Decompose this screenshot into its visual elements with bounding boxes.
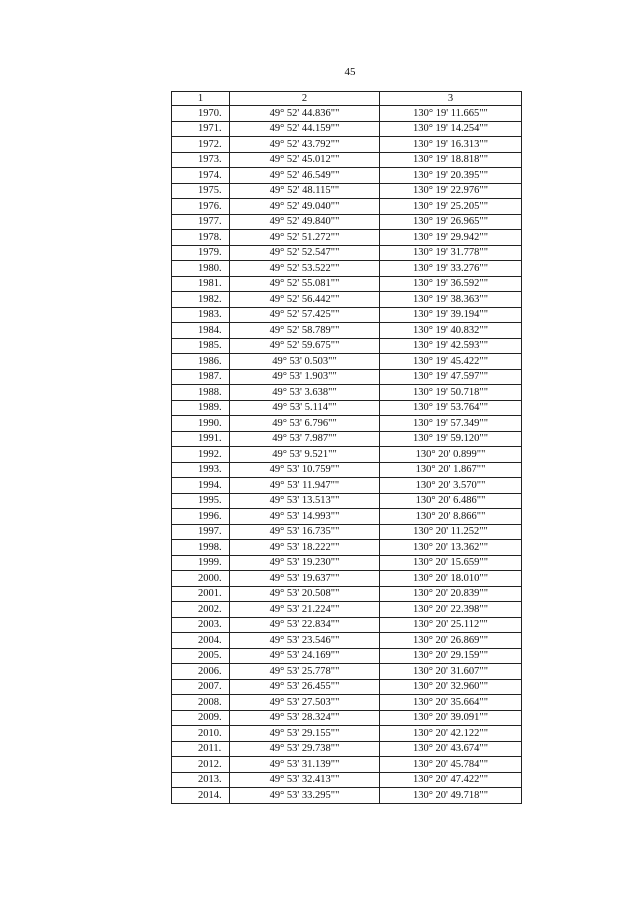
longitude-cell: 130° 20' 22.398"" xyxy=(380,602,522,618)
latitude-cell: 49° 52' 55.081"" xyxy=(230,276,380,292)
year-cell: 1998. xyxy=(172,540,230,556)
page-number: 45 xyxy=(344,66,356,78)
year-cell: 2011. xyxy=(172,741,230,757)
table-row xyxy=(172,121,522,137)
latitude-cell: 49° 52' 51.272"" xyxy=(230,230,380,246)
table-row xyxy=(172,106,522,122)
latitude-cell: 49° 52' 57.425"" xyxy=(230,307,380,323)
year-cell: 1977. xyxy=(172,214,230,230)
year-cell: 1987. xyxy=(172,369,230,385)
table-row xyxy=(172,633,522,649)
longitude-cell: 130° 20' 13.362"" xyxy=(380,540,522,556)
year-cell: 1995. xyxy=(172,493,230,509)
table-row xyxy=(172,695,522,711)
table-row xyxy=(172,540,522,556)
table-row xyxy=(172,509,522,525)
latitude-cell: 49° 53' 7.987"" xyxy=(230,431,380,447)
longitude-cell: 130° 19' 18.818"" xyxy=(380,152,522,168)
year-cell: 2000. xyxy=(172,571,230,587)
table-row xyxy=(172,230,522,246)
longitude-cell: 130° 19' 57.349"" xyxy=(380,416,522,432)
table-row xyxy=(172,400,522,416)
table-row xyxy=(172,292,522,308)
year-cell: 1976. xyxy=(172,199,230,215)
latitude-cell: 49° 53' 33.295"" xyxy=(230,788,380,804)
year-cell: 1985. xyxy=(172,338,230,354)
year-cell: 1990. xyxy=(172,416,230,432)
latitude-cell: 49° 52' 56.442"" xyxy=(230,292,380,308)
table-row xyxy=(172,338,522,354)
longitude-cell: 130° 20' 18.010"" xyxy=(380,571,522,587)
longitude-cell: 130° 19' 38.363"" xyxy=(380,292,522,308)
latitude-cell: 49° 53' 0.503"" xyxy=(230,354,380,370)
table-row xyxy=(172,726,522,742)
year-cell: 1984. xyxy=(172,323,230,339)
longitude-cell: 130° 20' 25.112"" xyxy=(380,617,522,633)
latitude-cell: 49° 53' 6.796"" xyxy=(230,416,380,432)
latitude-cell: 49° 53' 11.947"" xyxy=(230,478,380,494)
table-row xyxy=(172,214,522,230)
longitude-cell: 130° 20' 11.252"" xyxy=(380,524,522,540)
table-row xyxy=(172,571,522,587)
latitude-cell: 49° 52' 52.547"" xyxy=(230,245,380,261)
latitude-cell: 49° 53' 20.508"" xyxy=(230,586,380,602)
table-row xyxy=(172,462,522,478)
longitude-cell: 130° 19' 53.764"" xyxy=(380,400,522,416)
latitude-cell: 49° 53' 31.139"" xyxy=(230,757,380,773)
coordinates-table xyxy=(171,91,522,804)
longitude-cell: 130° 20' 8.866"" xyxy=(380,509,522,525)
year-cell: 2006. xyxy=(172,664,230,680)
table-row xyxy=(172,617,522,633)
latitude-cell: 49° 52' 48.115"" xyxy=(230,183,380,199)
longitude-cell: 130° 20' 3.570"" xyxy=(380,478,522,494)
year-cell: 1974. xyxy=(172,168,230,184)
latitude-cell: 49° 52' 49.040"" xyxy=(230,199,380,215)
year-cell: 2002. xyxy=(172,602,230,618)
table-row xyxy=(172,416,522,432)
year-cell: 1973. xyxy=(172,152,230,168)
latitude-cell: 49° 53' 25.778"" xyxy=(230,664,380,680)
latitude-cell: 49° 53' 24.169"" xyxy=(230,648,380,664)
longitude-cell: 130° 20' 35.664"" xyxy=(380,695,522,711)
year-cell: 1991. xyxy=(172,431,230,447)
table-row xyxy=(172,648,522,664)
table-row xyxy=(172,261,522,277)
year-cell: 2013. xyxy=(172,772,230,788)
latitude-cell: 49° 52' 43.792"" xyxy=(230,137,380,153)
year-cell: 1992. xyxy=(172,447,230,463)
latitude-cell: 49° 53' 19.230"" xyxy=(230,555,380,571)
longitude-cell: 130° 19' 16.313"" xyxy=(380,137,522,153)
longitude-cell: 130° 19' 14.254"" xyxy=(380,121,522,137)
table-row xyxy=(172,168,522,184)
table-row xyxy=(172,710,522,726)
table-row xyxy=(172,524,522,540)
year-cell: 1983. xyxy=(172,307,230,323)
year-cell: 1972. xyxy=(172,137,230,153)
table-row xyxy=(172,478,522,494)
year-cell: 1997. xyxy=(172,524,230,540)
longitude-cell: 130° 19' 31.778"" xyxy=(380,245,522,261)
table-row xyxy=(172,741,522,757)
table-body xyxy=(172,106,522,804)
column-header-latitude: 2 xyxy=(230,92,380,106)
table-row xyxy=(172,183,522,199)
longitude-cell: 130° 19' 36.592"" xyxy=(380,276,522,292)
latitude-cell: 49° 53' 26.455"" xyxy=(230,679,380,695)
longitude-cell: 130° 20' 29.159"" xyxy=(380,648,522,664)
table-row xyxy=(172,199,522,215)
latitude-cell: 49° 52' 44.159"" xyxy=(230,121,380,137)
year-cell: 1988. xyxy=(172,385,230,401)
table-row xyxy=(172,757,522,773)
table-row xyxy=(172,431,522,447)
latitude-cell: 49° 53' 1.903"" xyxy=(230,369,380,385)
longitude-cell: 130° 20' 6.486"" xyxy=(380,493,522,509)
table-row xyxy=(172,664,522,680)
longitude-cell: 130° 20' 1.867"" xyxy=(380,462,522,478)
year-cell: 1970. xyxy=(172,106,230,122)
longitude-cell: 130° 19' 47.597"" xyxy=(380,369,522,385)
year-cell: 1999. xyxy=(172,555,230,571)
latitude-cell: 49° 53' 3.638"" xyxy=(230,385,380,401)
year-cell: 1994. xyxy=(172,478,230,494)
year-cell: 1981. xyxy=(172,276,230,292)
year-cell: 1975. xyxy=(172,183,230,199)
column-header-longitude: 3 xyxy=(380,92,522,106)
table-row xyxy=(172,493,522,509)
table-row xyxy=(172,602,522,618)
table-header-row xyxy=(172,92,522,106)
longitude-cell: 130° 20' 31.607"" xyxy=(380,664,522,680)
table-row xyxy=(172,385,522,401)
year-cell: 1989. xyxy=(172,400,230,416)
latitude-cell: 49° 52' 58.789"" xyxy=(230,323,380,339)
year-cell: 2012. xyxy=(172,757,230,773)
year-cell: 1978. xyxy=(172,230,230,246)
longitude-cell: 130° 19' 11.665"" xyxy=(380,106,522,122)
year-cell: 1982. xyxy=(172,292,230,308)
latitude-cell: 49° 53' 18.222"" xyxy=(230,540,380,556)
year-cell: 2004. xyxy=(172,633,230,649)
table-row xyxy=(172,354,522,370)
table-row xyxy=(172,772,522,788)
longitude-cell: 130° 19' 33.276"" xyxy=(380,261,522,277)
year-cell: 2003. xyxy=(172,617,230,633)
longitude-cell: 130° 20' 39.091"" xyxy=(380,710,522,726)
table-row xyxy=(172,137,522,153)
latitude-cell: 49° 53' 23.546"" xyxy=(230,633,380,649)
longitude-cell: 130° 20' 47.422"" xyxy=(380,772,522,788)
longitude-cell: 130° 20' 0.899"" xyxy=(380,447,522,463)
longitude-cell: 130° 20' 26.869"" xyxy=(380,633,522,649)
table-row xyxy=(172,307,522,323)
year-cell: 1971. xyxy=(172,121,230,137)
latitude-cell: 49° 53' 9.521"" xyxy=(230,447,380,463)
longitude-cell: 130° 20' 20.839"" xyxy=(380,586,522,602)
longitude-cell: 130° 19' 26.965"" xyxy=(380,214,522,230)
year-cell: 1980. xyxy=(172,261,230,277)
latitude-cell: 49° 52' 49.840"" xyxy=(230,214,380,230)
year-cell: 2009. xyxy=(172,710,230,726)
latitude-cell: 49° 52' 45.012"" xyxy=(230,152,380,168)
longitude-cell: 130° 20' 49.718"" xyxy=(380,788,522,804)
latitude-cell: 49° 53' 10.759"" xyxy=(230,462,380,478)
table-row xyxy=(172,369,522,385)
column-header-year: 1 xyxy=(172,92,230,106)
table-row xyxy=(172,323,522,339)
latitude-cell: 49° 52' 46.549"" xyxy=(230,168,380,184)
latitude-cell: 49° 53' 29.155"" xyxy=(230,726,380,742)
year-cell: 1986. xyxy=(172,354,230,370)
latitude-cell: 49° 53' 14.993"" xyxy=(230,509,380,525)
longitude-cell: 130° 20' 32.960"" xyxy=(380,679,522,695)
latitude-cell: 49° 53' 27.503"" xyxy=(230,695,380,711)
longitude-cell: 130° 19' 20.395"" xyxy=(380,168,522,184)
table-row xyxy=(172,245,522,261)
latitude-cell: 49° 52' 53.522"" xyxy=(230,261,380,277)
longitude-cell: 130° 19' 42.593"" xyxy=(380,338,522,354)
year-cell: 2001. xyxy=(172,586,230,602)
longitude-cell: 130° 20' 43.674"" xyxy=(380,741,522,757)
longitude-cell: 130° 19' 50.718"" xyxy=(380,385,522,401)
latitude-cell: 49° 53' 13.513"" xyxy=(230,493,380,509)
longitude-cell: 130° 19' 39.194"" xyxy=(380,307,522,323)
table-row xyxy=(172,788,522,804)
table-row xyxy=(172,586,522,602)
longitude-cell: 130° 19' 45.422"" xyxy=(380,354,522,370)
year-cell: 2010. xyxy=(172,726,230,742)
latitude-cell: 49° 53' 29.738"" xyxy=(230,741,380,757)
longitude-cell: 130° 19' 59.120"" xyxy=(380,431,522,447)
latitude-cell: 49° 53' 21.224"" xyxy=(230,602,380,618)
table-row xyxy=(172,276,522,292)
year-cell: 2014. xyxy=(172,788,230,804)
year-cell: 2007. xyxy=(172,679,230,695)
year-cell: 1996. xyxy=(172,509,230,525)
year-cell: 2008. xyxy=(172,695,230,711)
longitude-cell: 130° 19' 25.205"" xyxy=(380,199,522,215)
latitude-cell: 49° 53' 16.735"" xyxy=(230,524,380,540)
latitude-cell: 49° 53' 32.413"" xyxy=(230,772,380,788)
latitude-cell: 49° 53' 5.114"" xyxy=(230,400,380,416)
table-row xyxy=(172,679,522,695)
table-row xyxy=(172,152,522,168)
year-cell: 1993. xyxy=(172,462,230,478)
year-cell: 1979. xyxy=(172,245,230,261)
longitude-cell: 130° 20' 45.784"" xyxy=(380,757,522,773)
latitude-cell: 49° 53' 22.834"" xyxy=(230,617,380,633)
longitude-cell: 130° 19' 40.832"" xyxy=(380,323,522,339)
latitude-cell: 49° 52' 44.836"" xyxy=(230,106,380,122)
latitude-cell: 49° 52' 59.675"" xyxy=(230,338,380,354)
longitude-cell: 130° 19' 22.976"" xyxy=(380,183,522,199)
table-row xyxy=(172,555,522,571)
longitude-cell: 130° 20' 42.122"" xyxy=(380,726,522,742)
year-cell: 2005. xyxy=(172,648,230,664)
longitude-cell: 130° 20' 15.659"" xyxy=(380,555,522,571)
latitude-cell: 49° 53' 28.324"" xyxy=(230,710,380,726)
latitude-cell: 49° 53' 19.637"" xyxy=(230,571,380,587)
table-row xyxy=(172,447,522,463)
longitude-cell: 130° 19' 29.942"" xyxy=(380,230,522,246)
